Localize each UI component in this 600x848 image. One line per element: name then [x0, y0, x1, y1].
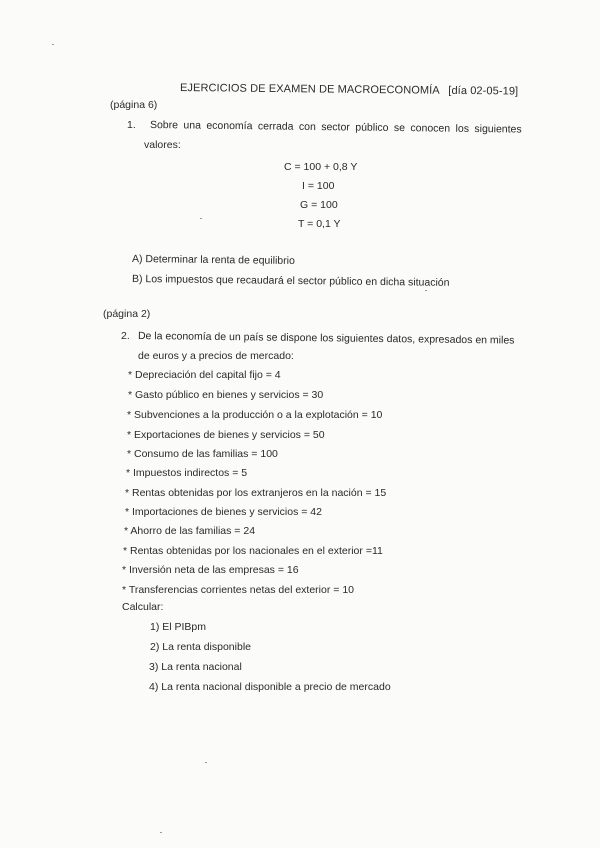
- task-item: 4) La renta nacional disponible a precio de mercado: [149, 681, 391, 693]
- data-item: * Ahorro de las familias = 24: [124, 525, 256, 537]
- exercise-1-page-ref: (página 6): [110, 99, 158, 111]
- title-text: EJERCICIOS DE EXAMEN DE MACROECONOMÍA: [179, 82, 440, 97]
- data-item: * Consumo de las familias = 100: [127, 448, 278, 460]
- data-item: * Gasto público en bienes y servicios = 30: [128, 389, 324, 401]
- exercise-2-statement-line2: de euros y a precios de mercado:: [138, 350, 294, 362]
- exercise-1-number: 1.: [127, 119, 136, 131]
- scan-speck: [200, 218, 202, 219]
- scan-speck: [425, 290, 427, 291]
- exercise-2-statement-line1: De la economía de un país se dispone los siguientes datos, expresados en miles: [137, 330, 515, 347]
- equation-government: G = 100: [300, 199, 338, 211]
- calc-label: Calcular:: [122, 601, 164, 613]
- data-item: * Importaciones de bienes y servicios = 42: [125, 506, 322, 518]
- scan-speck: [52, 44, 54, 45]
- document-title: [180, 82, 518, 98]
- data-item: * Rentas obtenidas por los nacionales en el exterior =11: [123, 545, 383, 557]
- exercise-1-question-b: B) Los impuestos que recaudará el sector público en dicha situación: [131, 273, 450, 289]
- task-item: 3) La renta nacional: [149, 661, 242, 673]
- data-item: * Subvenciones a la producción o a la explotación = 10: [127, 409, 383, 421]
- exercise-2-page-ref: (página 2): [103, 308, 151, 320]
- scan-speck: [205, 762, 207, 763]
- exercise-1-statement-line2: valores:: [144, 139, 181, 151]
- exercise-2-number: 2.: [121, 330, 130, 342]
- task-item: 2) La renta disponible: [150, 641, 251, 653]
- data-item: * Exportaciones de bienes y servicios = 50: [127, 429, 325, 441]
- data-item: * Impuestos indirectos = 5: [126, 467, 248, 479]
- equation-taxes: T = 0,1 Y: [298, 218, 341, 230]
- equation-investment: I = 100: [302, 180, 335, 192]
- data-item: * Transferencias corrientes netas del exterior = 10: [122, 584, 354, 596]
- data-item: * Depreciación del capital fijo = 4: [128, 369, 281, 381]
- scan-speck: [160, 832, 162, 833]
- title-date: [día 02-05-19]: [448, 84, 519, 98]
- exercise-1-statement-line1: Sobre una economía cerrada con sector público se conocen los siguientes: [149, 119, 522, 136]
- data-item: * Rentas obtenidas por los extranjeros en la nación = 15: [125, 487, 387, 499]
- task-item: 1) El PIBpm: [150, 621, 207, 633]
- data-item: * Inversión neta de las empresas = 16: [122, 564, 299, 576]
- equation-consumption: C = 100 + 0,8 Y: [284, 161, 358, 173]
- exercise-1-question-a: A) Determinar la renta de equilibrio: [131, 253, 295, 267]
